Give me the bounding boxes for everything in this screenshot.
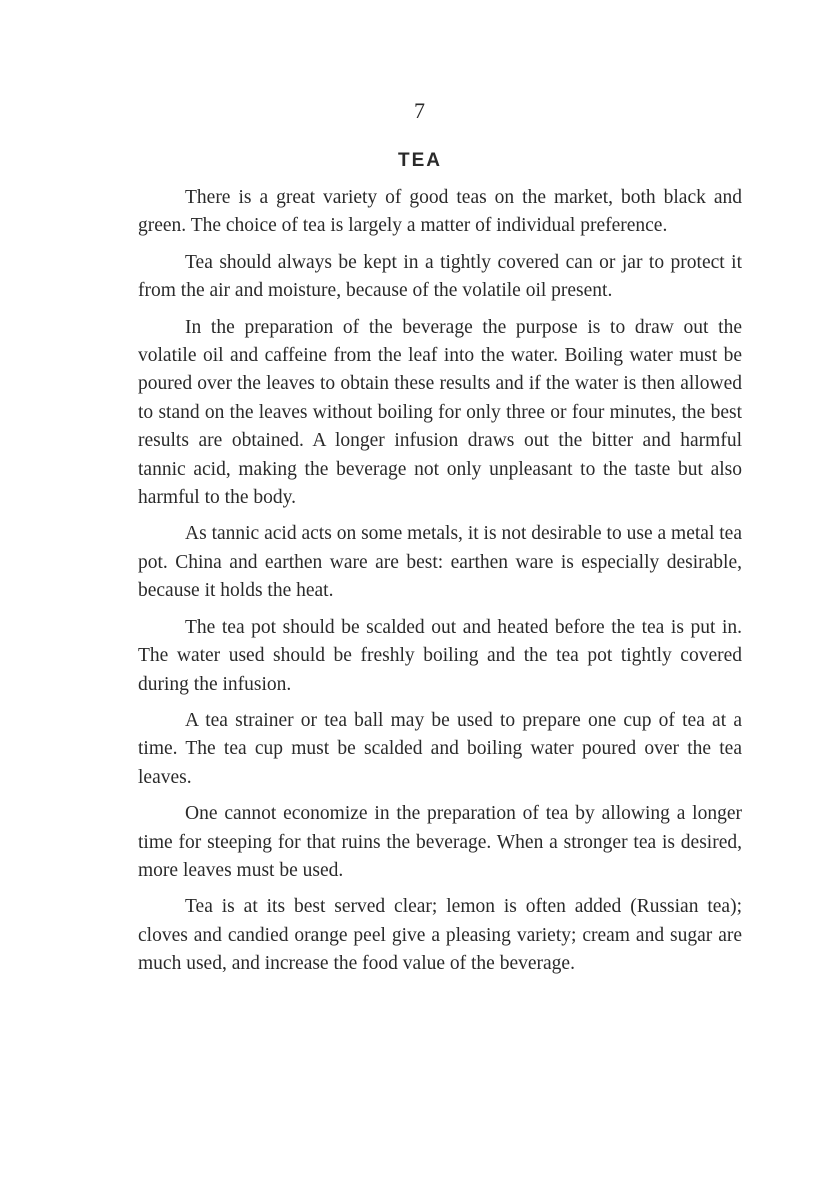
paragraph: Tea is at its best served clear; lemon is often added (Russian tea); cloves and candied orange peel give a pleasing variety; cream and sugar are much used, and increase the food value of the beverage. <box>138 896 742 975</box>
paragraph: As tannic acid acts on some metals, it is not desirable to use a metal tea pot. China and earthen ware are best: earthen ware is especially desirable, because it holds the heat. <box>138 523 742 602</box>
section-title: TEA <box>398 150 442 171</box>
page-number: 7 <box>414 98 426 123</box>
paragraph: In the preparation of the beverage the purpose is to draw out the volatile oil and caffeine from the leaf into the water. Boiling water must be poured over the leaves to obtain these results and if the water is then allowed to stand on the leaves without boiling for only three or four minutes, the best results are obtained. A longer infusion draws out the bitter and harmful tannic acid, making the beverage not only unpleasant to the taste but also harmful to the body. <box>138 316 742 509</box>
paragraph: A tea strainer or tea ball may be used to prepare one cup of tea at a time. The tea cup must be scalded and boiling water poured over the tea leaves. <box>138 709 742 788</box>
paragraph: The tea pot should be scalded out and heated before the tea is put in. The water used should be freshly boiling and the tea pot tightly covered during the infusion. <box>138 616 742 695</box>
paragraph: One cannot economize in the preparation of tea by allowing a longer time for steeping for that ruins the beverage. When a stronger tea is desired, more leaves must be used. <box>138 803 742 881</box>
paragraph: Tea should always be kept in a tightly covered can or jar to protect it from the air and moisture, because of the volatile oil present. <box>138 251 742 302</box>
body-text <box>138 184 742 987</box>
paragraph: There is a great variety of good teas on the market, both black and green. The choice of tea is largely a matter of individual preference. <box>138 187 742 237</box>
